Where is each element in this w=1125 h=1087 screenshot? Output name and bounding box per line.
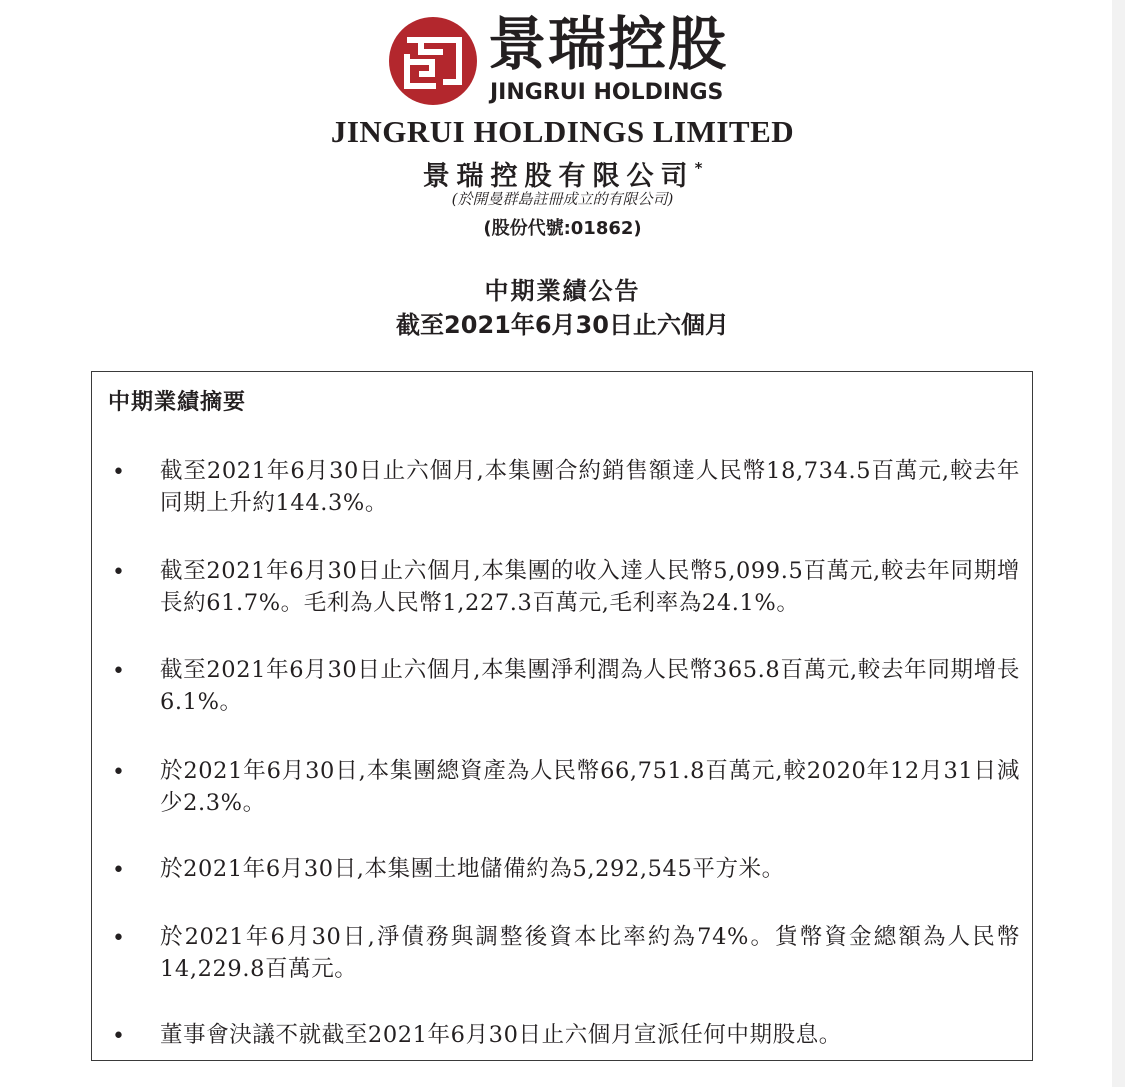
stock-code: (股份代號:01862) (483, 218, 642, 239)
company-name-chinese-text: 景瑞控股有限公司 (422, 161, 695, 192)
jingrui-logo-icon (388, 16, 478, 106)
summary-item-text: 截至2021年6月30日止六個月,本集團的收入達人民幣5,099.5百萬元,較去年同期增長約61.7%。毛利為人民幣1,227.3百萬元,毛利率為24.1%。 (160, 558, 1020, 616)
summary-item-text: 於2021年6月30日,本集團土地儲備約為5,292,545平方米。 (160, 856, 785, 882)
summary-item-text: 董事會決議不就截至2021年6月30日止六個月宣派任何中期股息。 (160, 1022, 842, 1048)
incorporation-note: (於開曼群島註冊成立的有限公司) (451, 190, 674, 208)
company-logo (388, 10, 738, 106)
summary-item-text: 於2021年6月30日,本集團總資產為人民幣66,751.8百萬元,較2020年12月31日減少2.3%。 (160, 758, 1020, 816)
bullet-icon: • (112, 560, 125, 585)
company-name-english: JINGRUI HOLDINGS LIMITED (330, 114, 795, 149)
summary-item-text: 截至2021年6月30日止六個月,本集團淨利潤為人民幣365.8百萬元,較去年同期增長6.1%。 (160, 657, 1020, 715)
summary-heading: 中期業績摘要 (108, 390, 247, 415)
summary-box (91, 371, 1033, 1061)
bullet-icon: • (112, 659, 125, 684)
summary-item-text: 於2021年6月30日,淨債務與調整後資本比率約為74%。貨幣資金總額為人民幣14,229.8百萬元。 (160, 924, 1020, 982)
logo-chinese-name: 景瑞控股 (488, 10, 729, 78)
summary-item-text: 截至2021年6月30日止六個月,本集團合約銷售額達人民幣18,734.5百萬元,較去年同期上升約144.3%。 (160, 458, 1020, 516)
bullet-icon: • (112, 760, 125, 785)
asterisk-mark: * (694, 159, 703, 177)
logo-english-name: JINGRUI HOLDINGS (490, 80, 724, 105)
bullet-icon: • (112, 1024, 125, 1049)
bullet-icon: • (112, 858, 125, 883)
bullet-icon: • (112, 926, 125, 951)
announcement-period: 截至2021年6月30日止六個月 (396, 311, 729, 339)
bullet-icon: • (112, 460, 125, 485)
announcement-title: 中期業績公告 (484, 277, 641, 305)
